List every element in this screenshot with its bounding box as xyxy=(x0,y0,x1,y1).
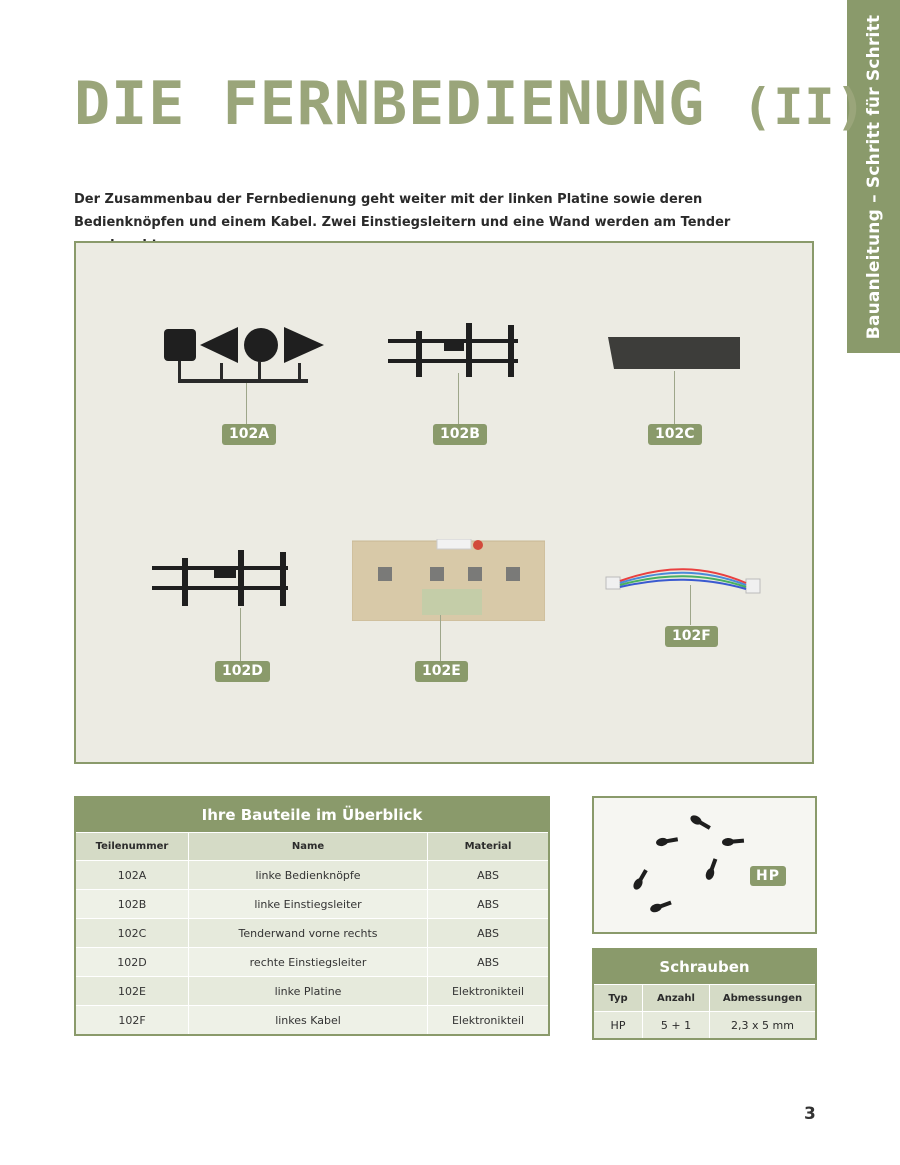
cell-dimensions: 2,3 x 5 mm xyxy=(710,1012,817,1040)
cell-material: Elektronikteil xyxy=(428,1006,550,1036)
cell-name: linke Einstiegsleiter xyxy=(189,890,428,919)
col-part-number: Teilenummer xyxy=(75,833,189,861)
table-row xyxy=(75,861,549,890)
table-row xyxy=(75,948,549,977)
part-102f-image xyxy=(604,563,764,603)
cell-name: linke Platine xyxy=(189,977,428,1006)
table-row xyxy=(75,977,549,1006)
part-102c-image xyxy=(606,333,746,373)
screws-photo xyxy=(592,796,817,934)
part-102b-image xyxy=(386,321,526,381)
table-row xyxy=(75,919,549,948)
parts-photo xyxy=(74,241,814,764)
page-title xyxy=(74,64,867,147)
leader-102f xyxy=(690,585,691,625)
col-type: Typ xyxy=(593,985,643,1012)
cell-part-number: 102C xyxy=(75,919,189,948)
cell-name: Tenderwand vorne rechts xyxy=(189,919,428,948)
title-main: DIE FERNBEDIENUNG xyxy=(74,69,706,139)
table-row xyxy=(593,1012,816,1040)
col-material: Material xyxy=(428,833,550,861)
intro-text: Der Zusammenbau der Fernbedienung geht weiter mit der linken Platine sowie deren Bedienknöpfen und einem Kabel. Zwei Einstiegsleitern und eine Wand werden am Tender xyxy=(74,192,731,230)
leader-102a xyxy=(246,383,247,425)
col-name: Name xyxy=(189,833,428,861)
parts-table-title: Ihre Bauteile im Überblick xyxy=(75,797,549,833)
screws-table xyxy=(592,948,817,1040)
leader-102e xyxy=(440,615,441,661)
cell-name: linke Bedienknöpfe xyxy=(189,861,428,890)
screws-image xyxy=(594,798,815,932)
cell-part-number: 102D xyxy=(75,948,189,977)
label-102e: 102E xyxy=(415,661,468,682)
cell-type: HP xyxy=(593,1012,643,1040)
parts-overview-table xyxy=(74,796,550,1036)
screw-type-label: HP xyxy=(750,866,786,886)
cell-part-number: 102E xyxy=(75,977,189,1006)
cell-material: ABS xyxy=(428,919,550,948)
label-102f: 102F xyxy=(665,626,718,647)
part-102d-image xyxy=(150,548,295,610)
screws-table-title: Schrauben xyxy=(593,949,816,985)
part-102a-image xyxy=(158,321,333,391)
section-side-tab xyxy=(847,0,900,353)
table-row xyxy=(75,890,549,919)
cell-material: Elektronikteil xyxy=(428,977,550,1006)
cell-material: ABS xyxy=(428,948,550,977)
leader-102d xyxy=(240,608,241,661)
table-row xyxy=(75,1006,549,1036)
label-102d: 102D xyxy=(215,661,270,682)
cell-material: ABS xyxy=(428,861,550,890)
leader-102c xyxy=(674,371,675,425)
col-count: Anzahl xyxy=(643,985,710,1012)
label-102c: 102C xyxy=(648,424,702,445)
cell-part-number: 102A xyxy=(75,861,189,890)
page-number: 3 xyxy=(804,1104,816,1124)
cell-name: rechte Einstiegsleiter xyxy=(189,948,428,977)
cell-part-number: 102F xyxy=(75,1006,189,1036)
cell-material: ABS xyxy=(428,890,550,919)
leader-102b xyxy=(458,373,459,425)
col-dimensions: Abmessungen xyxy=(710,985,817,1012)
cell-name: linkes Kabel xyxy=(189,1006,428,1036)
part-102e-image xyxy=(352,539,545,621)
label-102a: 102A xyxy=(222,424,276,445)
cell-part-number: 102B xyxy=(75,890,189,919)
label-102b: 102B xyxy=(433,424,487,445)
title-suffix: (II) xyxy=(742,78,867,136)
cell-count: 5 + 1 xyxy=(643,1012,710,1040)
side-tab-label: Bauanleitung – Schritt für Schritt xyxy=(863,14,884,339)
